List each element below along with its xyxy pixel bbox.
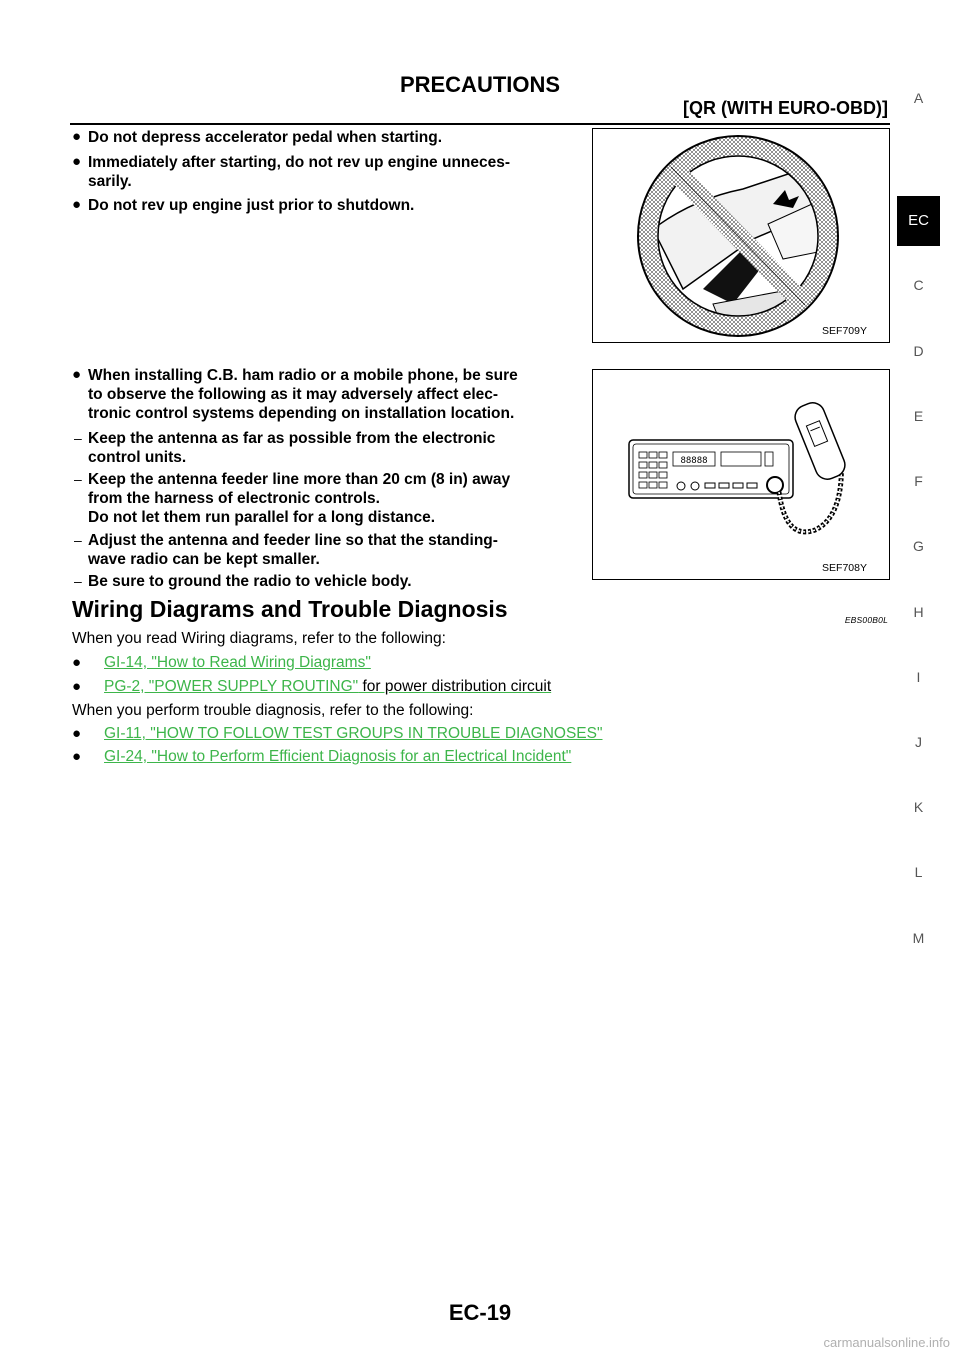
bullet-icon: ●	[72, 748, 82, 765]
bullet-text-cont: tronic control systems depending on installation location.	[88, 405, 515, 422]
figure-caption: SEF709Y	[822, 325, 867, 337]
link-gi-24[interactable]: GI-24, "How to Perform Efficient Diagnosis for an Electrical Incident"	[104, 748, 572, 765]
dash-marker: –	[74, 430, 82, 446]
bullet-text: Immediately after starting, do not rev up engine unneces-	[88, 154, 511, 171]
link-pg-2-note: for power distribution circuit	[358, 678, 552, 695]
bullet-text-cont: sarily.	[88, 173, 132, 190]
bullet-text: Do not rev up engine just prior to shutdown.	[88, 197, 415, 214]
bullet-icon: ●	[72, 153, 82, 170]
page-subtitle: [QR (WITH EURO-OBD)]	[683, 98, 888, 118]
side-index-l[interactable]: L	[914, 864, 923, 880]
dash-marker: –	[74, 532, 82, 548]
link-gi-11[interactable]: GI-11, "HOW TO FOLLOW TEST GROUPS IN TROUBLE DIAGNOSES"	[104, 725, 603, 742]
page-title: PRECAUTIONS	[399, 72, 561, 97]
side-index-e[interactable]: E	[913, 408, 924, 424]
link-pg-2-wrapper	[104, 678, 551, 696]
side-index-f[interactable]: F	[914, 473, 923, 489]
side-index-j[interactable]: J	[915, 734, 922, 750]
side-index-h[interactable]: H	[913, 604, 924, 620]
side-index-c[interactable]: C	[913, 277, 924, 293]
figure-cb-radio	[592, 369, 890, 580]
figure-no-rev-pedal	[592, 128, 890, 343]
side-index-d[interactable]: D	[913, 343, 924, 359]
paragraph: When you read Wiring diagrams, refer to the following:	[72, 630, 446, 647]
dash-marker: –	[74, 471, 82, 487]
link-gi-14[interactable]: GI-14, "How to Read Wiring Diagrams"	[104, 654, 371, 671]
dash-item-text: Be sure to ground the radio to vehicle body.	[88, 573, 412, 590]
no-rev-pedal-illustration	[593, 129, 889, 342]
dash-item-text: Adjust the antenna and feeder line so that the standing-	[88, 532, 498, 549]
link-pg-2[interactable]: PG-2, "POWER SUPPLY ROUTING"	[104, 678, 359, 695]
bullet-icon: ●	[72, 725, 82, 742]
bullet-text: Do not depress accelerator pedal when starting.	[88, 129, 443, 146]
side-index-ec[interactable]: EC	[897, 196, 940, 246]
bullet-icon: ●	[72, 128, 82, 145]
bullet-icon: ●	[72, 196, 82, 213]
dash-marker: –	[74, 573, 82, 589]
bullet-text: When installing C.B. ham radio or a mobile phone, be sure	[88, 367, 518, 384]
dash-item-text: Do not let them run parallel for a long distance.	[88, 509, 436, 526]
dash-item-text: Keep the antenna as far as possible from the electronic	[88, 430, 496, 447]
bullet-text-cont: to observe the following as it may adversely affect elec-	[88, 386, 499, 403]
side-index-k[interactable]: K	[913, 799, 924, 815]
dash-item-text: from the harness of electronic controls.	[88, 490, 380, 507]
paragraph: When you perform trouble diagnosis, refer to the following:	[72, 702, 474, 719]
header-rule	[70, 123, 890, 125]
page-number: EC-19	[448, 1300, 512, 1325]
bullet-icon: ●	[72, 366, 82, 383]
dash-item-text: wave radio can be kept smaller.	[88, 551, 320, 568]
dash-item-text: control units.	[88, 449, 187, 466]
radio-display: 88888	[680, 456, 708, 466]
side-index-m[interactable]: M	[912, 930, 925, 946]
bullet-icon: ●	[72, 678, 82, 695]
cb-radio-illustration	[593, 370, 889, 579]
bullet-icon: ●	[72, 654, 82, 671]
section-heading: Wiring Diagrams and Trouble Diagnosis	[72, 596, 508, 622]
figure-caption: SEF708Y	[822, 562, 867, 574]
section-code: EBS00B0L	[844, 615, 888, 625]
side-index-g[interactable]: G	[913, 538, 924, 554]
dash-item-text: Keep the antenna feeder line more than 20 cm (8 in) away	[88, 471, 511, 488]
side-index	[897, 0, 960, 1358]
side-index-i[interactable]: I	[916, 669, 921, 685]
side-index-a[interactable]: A	[913, 90, 924, 106]
watermark: carmanualsonline.info	[823, 1335, 950, 1350]
